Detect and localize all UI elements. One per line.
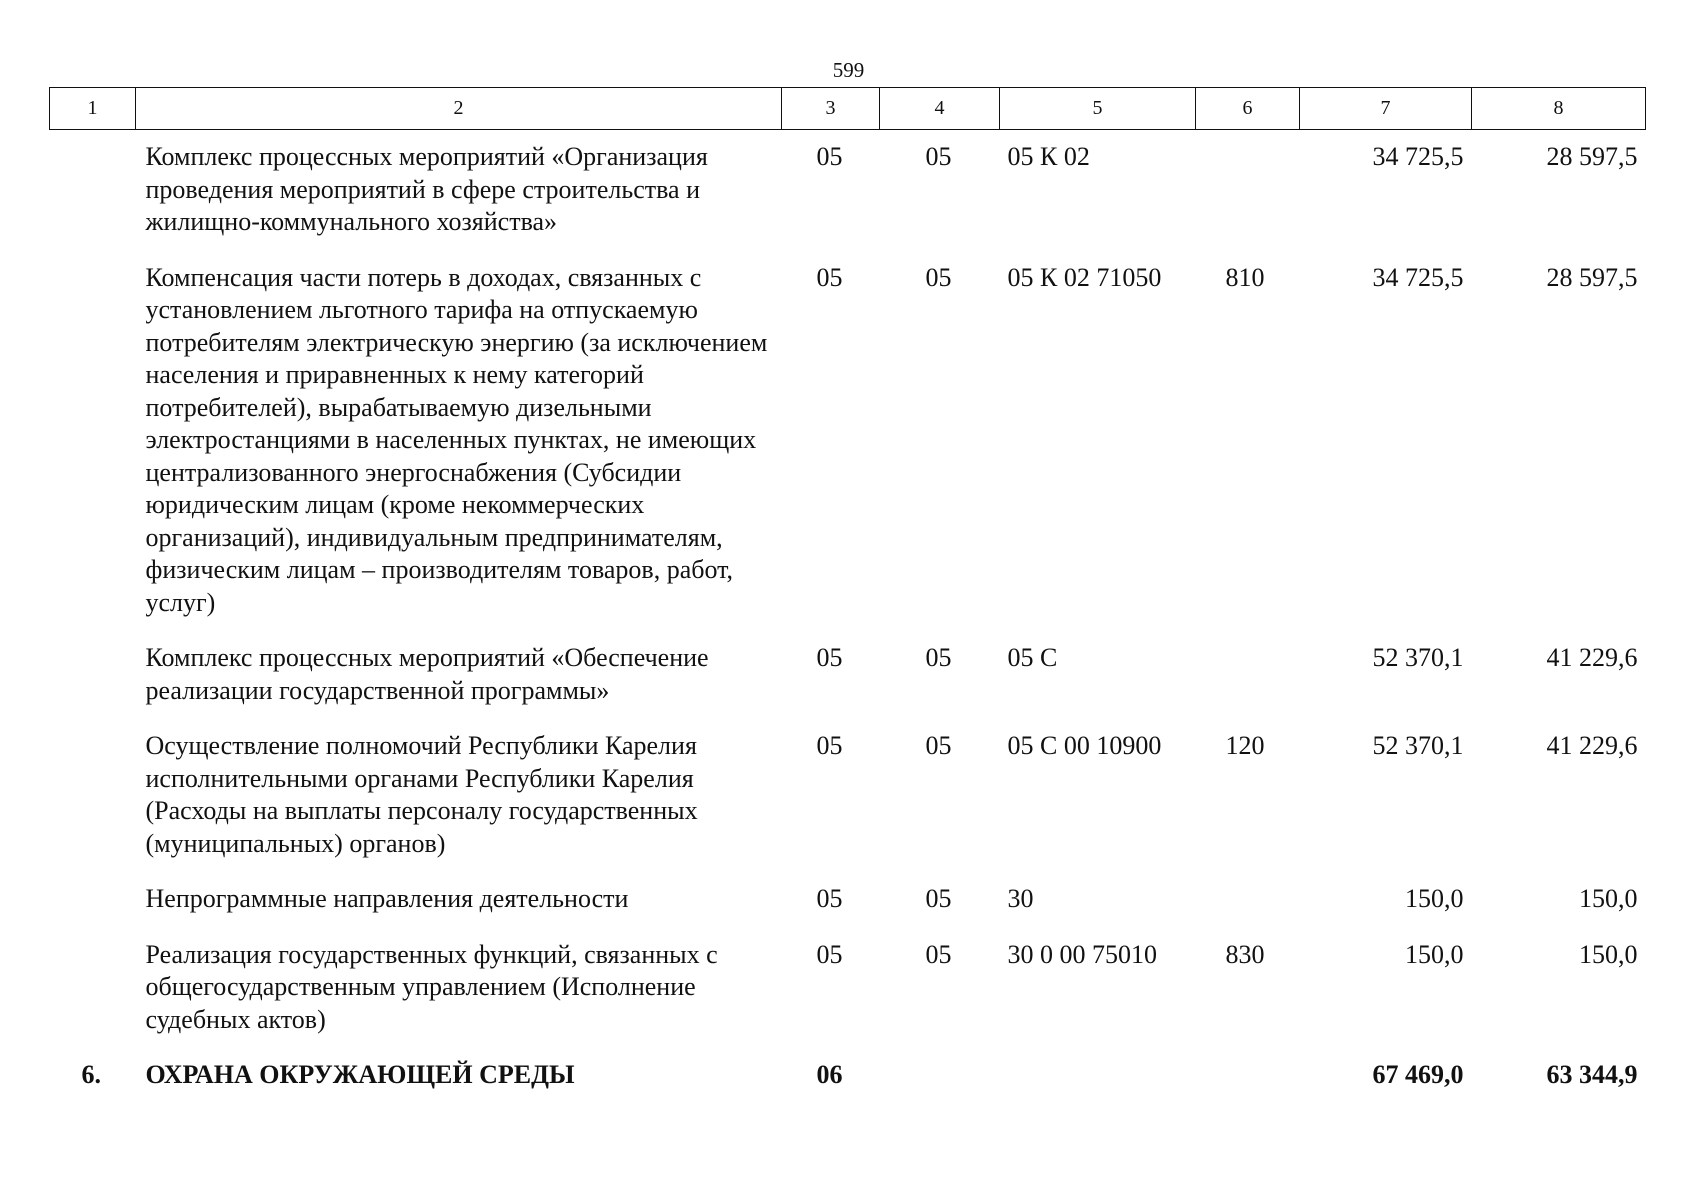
item-name-cell: ОХРАНА ОКРУЖАЮЩЕЙ СРЕДЫ	[145, 1060, 575, 1089]
table-row	[50, 931, 1646, 1052]
amount-col8-cell: 150,0	[1579, 939, 1638, 969]
section-code-cell: 05	[816, 731, 843, 760]
section-total-row	[50, 1051, 1646, 1107]
expense-type-cell: 830	[1225, 939, 1265, 969]
expense-type-cell	[1196, 1051, 1300, 1107]
target-article-cell: 05 С	[1007, 643, 1058, 672]
subsection-code-cell: 05	[925, 884, 952, 913]
section-number-cell	[50, 875, 136, 931]
amount-col7-cell: 67 469,0	[1372, 1060, 1464, 1089]
amount-col8-cell: 28 597,5	[1546, 142, 1638, 171]
section-code-cell: 05	[816, 643, 843, 672]
target-article-cell: 30	[1007, 884, 1034, 913]
target-article-cell: 05 К 02 71050	[1007, 262, 1162, 292]
page-number: 599	[832, 58, 865, 82]
section-code-cell: 05	[816, 262, 843, 292]
column-header: 5	[1000, 88, 1196, 130]
table-row	[50, 722, 1646, 875]
column-header: 4	[880, 88, 1000, 130]
target-article-cell: 05 С 00 10900	[1007, 731, 1162, 760]
subsection-code-cell: 05	[925, 939, 952, 969]
expense-type-cell: 810	[1225, 262, 1265, 292]
subsection-code-cell: 05	[925, 142, 952, 171]
expense-type-cell: 120	[1225, 731, 1265, 760]
section-number-cell	[50, 130, 136, 254]
amount-col8-cell: 63 344,9	[1546, 1060, 1638, 1089]
subsection-code-cell: 05	[925, 643, 952, 672]
subsection-code-cell	[880, 1051, 1000, 1107]
amount-col7-cell: 150,0	[1405, 939, 1464, 969]
section-number-cell	[50, 931, 136, 1052]
item-name-cell: Компенсация части потерь в доходах, связанных с установлением льготного тарифа на отпускаемую потребителям электрическую энергию (за исключением населения и приравненных к нему категорий потребителей), вырабатываемую дизельными электростанциями в населенных пунктах, не имеющих централизованного энергоснабжения (Субсидии юридическим лицам (кроме некоммерческих организаций), индивидуальным предпринимателям, физическим лицам – производителям товаров, работ, услуг)	[145, 262, 768, 617]
subsection-code-cell: 05	[925, 731, 952, 760]
column-header: 6	[1196, 88, 1300, 130]
table-row	[50, 254, 1646, 635]
section-number-cell	[50, 634, 136, 722]
column-header: 7	[1300, 88, 1472, 130]
amount-col8-cell: 150,0	[1579, 884, 1638, 913]
table-row	[50, 130, 1646, 254]
amount-col8-cell: 41 229,6	[1546, 643, 1638, 672]
amount-col7-cell: 52 370,1	[1372, 731, 1464, 760]
target-article-cell	[1000, 1051, 1196, 1107]
section-code-cell: 05	[816, 884, 843, 913]
target-article-cell: 30 0 00 75010	[1007, 939, 1157, 969]
item-name-cell: Осуществление полномочий Республики Карелия исполнительными органами Республики Карелия (Расходы на выплаты персоналу государственных (муниципальных) органов)	[145, 731, 698, 858]
amount-col8-cell: 28 597,5	[1546, 262, 1638, 292]
amount-col7-cell: 52 370,1	[1372, 643, 1464, 672]
target-article-cell: 05 К 02	[1007, 142, 1090, 171]
amount-col8-cell: 41 229,6	[1546, 731, 1638, 760]
expense-type-cell	[1196, 875, 1300, 931]
column-header: 8	[1472, 88, 1646, 130]
item-name-cell: Реализация государственных функций, связанных с общегосударственным управлением (Исполнение судебных актов)	[145, 939, 718, 1034]
table-row	[50, 875, 1646, 931]
column-header: 3	[782, 88, 880, 130]
column-header: 1	[50, 88, 136, 130]
expense-type-cell	[1196, 634, 1300, 722]
expense-type-cell	[1196, 130, 1300, 254]
item-name-cell: Непрограммные направления деятельности	[145, 884, 629, 913]
amount-col7-cell: 34 725,5	[1372, 142, 1464, 171]
item-name-cell: Комплекс процессных мероприятий «Организация проведения мероприятий в сфере строительства и жилищно-коммунального хозяйства»	[145, 142, 708, 236]
amount-col7-cell: 150,0	[1405, 884, 1464, 913]
table-row	[50, 634, 1646, 722]
section-code-cell: 05	[816, 939, 843, 969]
budget-table	[49, 87, 1646, 1107]
section-code-cell: 05	[816, 142, 843, 171]
item-name-cell: Комплекс процессных мероприятий «Обеспечение реализации государственной программы»	[145, 643, 709, 705]
subsection-code-cell: 05	[925, 262, 952, 292]
amount-col7-cell: 34 725,5	[1372, 262, 1464, 292]
column-header: 2	[136, 88, 782, 130]
section-number-cell: 6.	[81, 1060, 101, 1089]
section-number-cell	[50, 722, 136, 875]
column-number-header-row	[50, 88, 1646, 130]
section-number-cell	[50, 254, 136, 635]
section-code-cell: 06	[816, 1060, 843, 1089]
